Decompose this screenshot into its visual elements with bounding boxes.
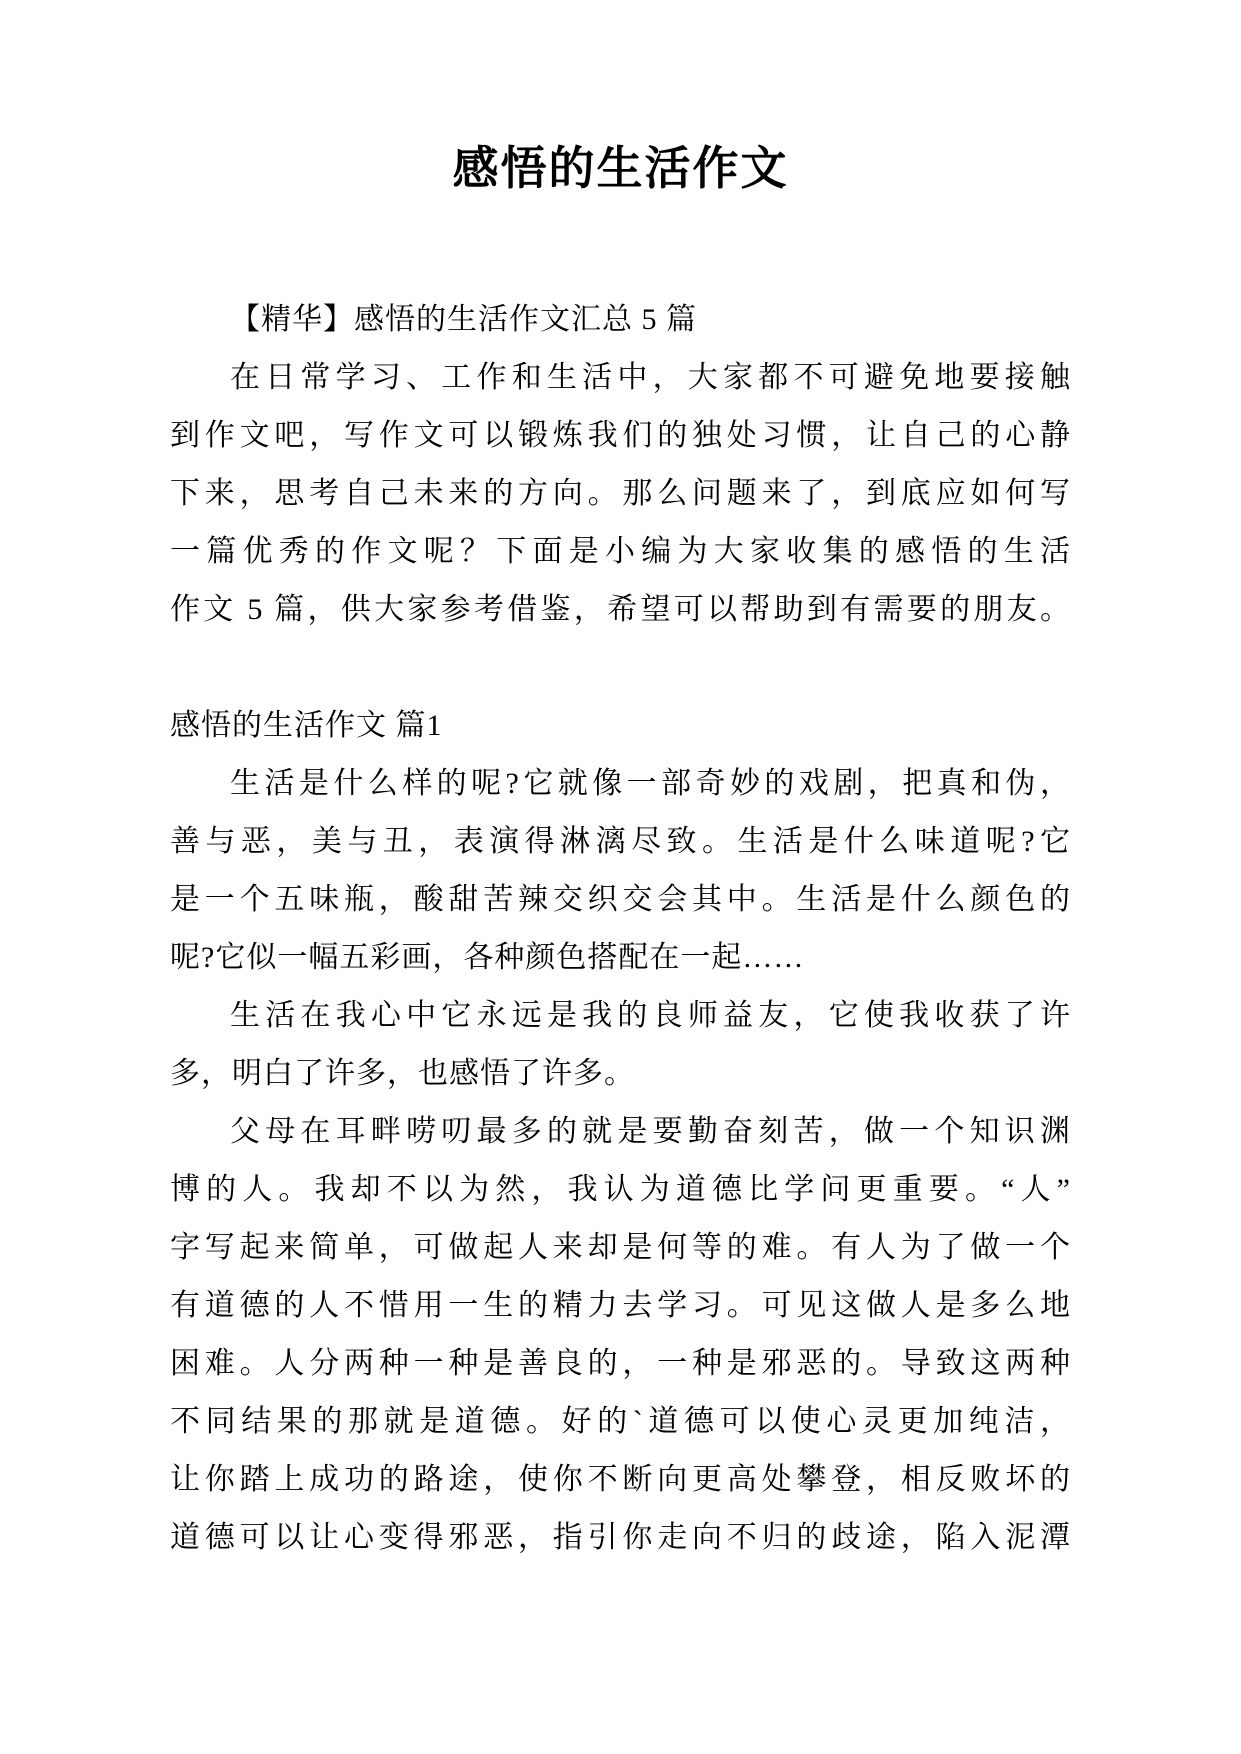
text-line: 有道德的人不惜用一生的精力去学习。可见这做人是多么地 <box>170 1289 1071 1322</box>
paragraph <box>170 755 1071 987</box>
text-line: 下来，思考自己未来的方向。那么问题来了，到底应如何写 <box>170 477 1071 510</box>
text-line: 不同结果的那就是道德。好的`道德可以使心灵更加纯洁， <box>170 1405 1071 1438</box>
text-line: 呢?它似一幅五彩画，各种颜色搭配在一起…… <box>170 941 805 974</box>
text-line: 道德可以让心变得邪恶，指引你走向不归的歧途，陷入泥潭 <box>170 1521 1071 1554</box>
section-heading <box>170 697 1071 755</box>
text-line: 困难。人分两种一种是善良的，一种是邪恶的。导致这两种 <box>170 1347 1071 1380</box>
text-line: 生活在我心中它永远是我的良师益友，它使我收获了许 <box>230 999 1071 1032</box>
text-line: 生活是什么样的呢?它就像一部奇妙的戏剧，把真和伪， <box>230 767 1071 800</box>
text-line: 到作文吧，写作文可以锻炼我们的独处习惯，让自己的心静 <box>170 419 1071 452</box>
document-body <box>170 291 1071 1567</box>
text-line: 父母在耳畔唠叨最多的就是要勤奋刻苦，做一个知识渊 <box>230 1115 1071 1148</box>
text-line: 在日常学习、工作和生活中，大家都不可避免地要接触 <box>230 361 1071 394</box>
text-line: 多，明白了许多，也感悟了许多。 <box>170 1057 635 1090</box>
text-line: 【精华】感悟的生活作文汇总 5 篇 <box>230 303 697 336</box>
text-line: 让你踏上成功的路途，使你不断向更高处攀登，相反败坏的 <box>170 1463 1071 1496</box>
paragraph <box>170 291 1071 349</box>
blank-line <box>170 639 1071 697</box>
paragraph <box>170 349 1071 639</box>
text-line: 字写起来简单，可做起人来却是何等的难。有人为了做一个 <box>170 1231 1071 1264</box>
document-title: 感悟的生活作文 <box>452 143 789 194</box>
paragraph <box>170 987 1071 1103</box>
text-line: 善与恶，美与丑，表演得淋漓尽致。生活是什么味道呢?它 <box>170 825 1071 858</box>
text-line: 感悟的生活作文 篇1 <box>170 709 443 742</box>
text-line: 博的人。我却不以为然，我认为道德比学问更重要。“人” <box>170 1173 1071 1206</box>
text-line: 一篇优秀的作文呢？下面是小编为大家收集的感悟的生活 <box>170 535 1071 568</box>
text-line: 作文 5 篇，供大家参考借鉴，希望可以帮助到有需要的朋友。 <box>170 593 1071 626</box>
text-line: 是一个五味瓶，酸甜苦辣交织交会其中。生活是什么颜色的 <box>170 883 1071 916</box>
paragraph <box>170 1103 1071 1567</box>
